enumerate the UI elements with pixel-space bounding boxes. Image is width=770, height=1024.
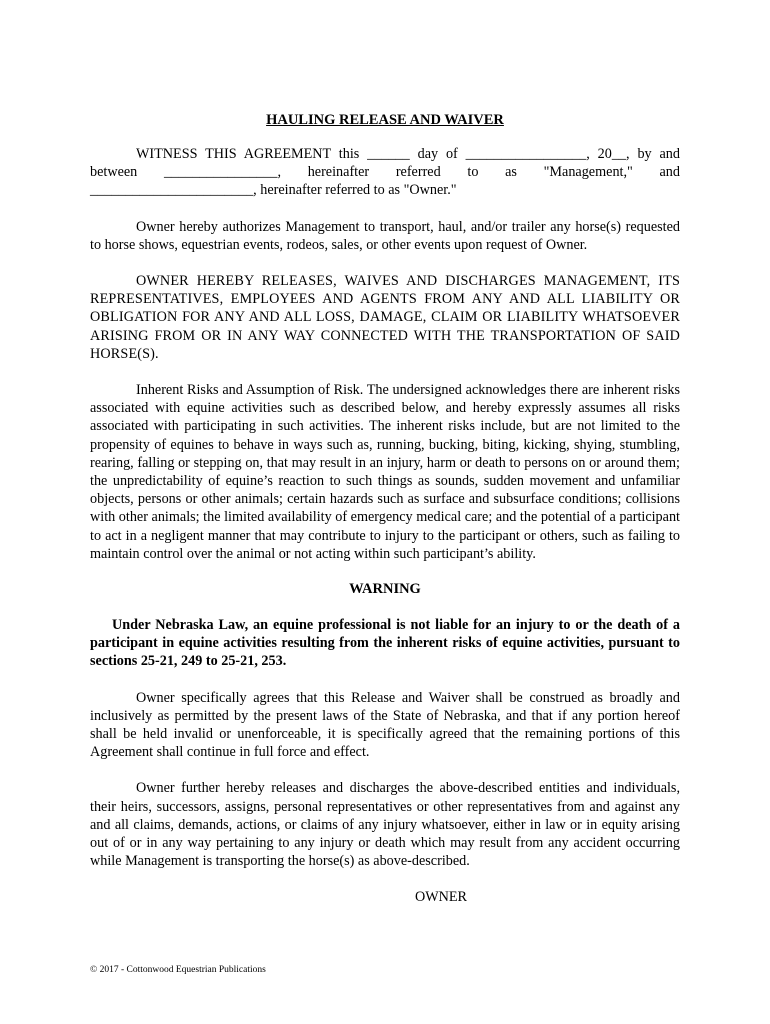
- inherent-risks-paragraph: Inherent Risks and Assumption of Risk. The undersigned acknowledges there are inherent risks associated with equine activities such as described below, and hereby expressly assumes all risks associated with participating in such activities. The inherent risks include, but are not limited to the propensity of equines to behave in ways such as, running, bucking, biting, kicking, shying, stumbling, rearing, falling or stepping on, that may result in an injury, harm or death to persons on or around them; the unpredictability of equine’s reaction to such things as sounds, sudden movement and unfamiliar objects, persons or other animals; certain hazards such as surface and subsurface conditions; collisions with other animals; the limited availability of emergency medical care; and the potential of a participant to act in a negligent manner that may contribute to injury to the participant or others, such as failing to maintain control over the animal or not acting within such participant’s ability.: [90, 382, 680, 562]
- witness-paragraph: WITNESS THIS AGREEMENT this ______ day of _________________, 20__, by and between ________________, hereinafter referred to as "Management," and _______________________, hereinafter referred to as "Owner.": [90, 146, 680, 199]
- construction-paragraph: Owner specifically agrees that this Release and Waiver shall be construed as broadly and inclusively as permitted by the present laws of the State of Nebraska, and that if any portion hereof shall be held invalid or unenforceable, it is specifically agreed that the remaining portions of this Agreement shall continue in full force and effect.: [90, 689, 680, 761]
- document-body: [90, 112, 680, 906]
- nebraska-law-paragraph: Under Nebraska Law, an equine professional is not liable for an injury to or the death of a participant in equine activities resulting from the inherent risks of equine activities, pursuant to sections 25-21, 249 to 25-21, 253.: [90, 617, 680, 670]
- owner-signature-label: OWNER: [415, 888, 468, 905]
- authorization-paragraph: Owner hereby authorizes Management to transport, haul, and/or trailer any horse(s) requested to horse shows, equestrian events, rodeos, sales, or other events upon request of Owner.: [90, 218, 680, 253]
- warning-heading: WARNING: [349, 581, 421, 598]
- document-title: HAULING RELEASE AND WAIVER: [266, 112, 504, 128]
- copyright-footer: © 2017 - Cottonwood Equestrian Publications: [90, 965, 266, 975]
- release-paragraph: OWNER HEREBY RELEASES, WAIVES AND DISCHARGES MANAGEMENT, ITS REPRESENTATIVES, EMPLOYEES AND AGENTS FROM ANY AND ALL LIABILITY OR OBLIGATION FOR ANY AND ALL LOSS, DAMAGE, CLAIM OR LIABILITY WHATSOEVER ARISING FROM OR IN ANY WAY CONNECTED WITH THE TRANSPORTATION OF SAID HORSE(S).: [90, 273, 680, 362]
- further-release-paragraph: Owner further hereby releases and discharges the above-described entities and individuals, their heirs, successors, assigns, personal representatives or other representatives from and against any and all claims, demands, actions, or claims of any injury whatsoever, either in law or in equity arising out of or in any way pertaining to any injury or death which may result from any accident occurring while Management is transporting the horse(s) as above-described.: [90, 780, 680, 870]
